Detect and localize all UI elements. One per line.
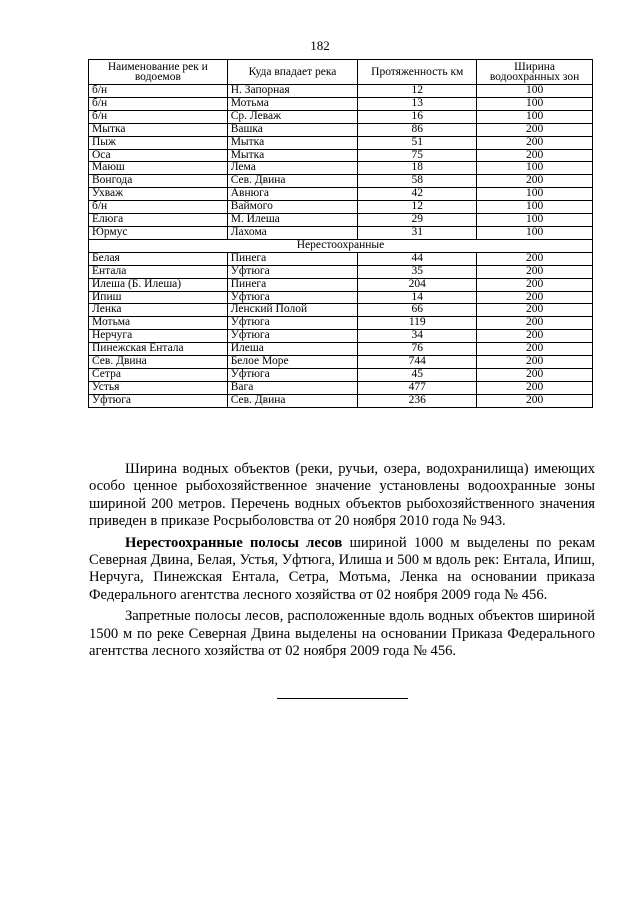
- cell-length: 51: [358, 136, 477, 149]
- rivers-table: [88, 59, 593, 408]
- cell-length: 12: [358, 201, 477, 214]
- cell-name: Ленка: [89, 304, 228, 317]
- paragraph-1: Ширина водных объектов (реки, ручьи, озера, водохранилища) имеющих особо ценное рыбохозяйственное значение установлены водоохранные зоны шириной 200 метров. Перечень водных объектов рыбохозяйственного значения приведен в приказе Росрыболовства от 20 ноября 2010 года № 943.: [89, 461, 595, 530]
- cell-mouth: Белое Море: [227, 356, 358, 369]
- cell-name: Мотьма: [89, 317, 228, 330]
- table-row: [89, 97, 593, 110]
- cell-name: Маюш: [89, 162, 228, 175]
- cell-name: б/н: [89, 110, 228, 123]
- table-row: [89, 136, 593, 149]
- cell-mouth: Мытка: [227, 136, 358, 149]
- paragraph-2-bold: Нерестоохранные полосы лесов: [125, 534, 343, 551]
- cell-length: 31: [358, 226, 477, 239]
- cell-name: Оса: [89, 149, 228, 162]
- table-row: [89, 214, 593, 227]
- cell-mouth: Пинега: [227, 278, 358, 291]
- cell-name: Ипиш: [89, 291, 228, 304]
- cell-mouth: Ваймого: [227, 201, 358, 214]
- cell-zone-width: 200: [477, 356, 593, 369]
- table-row: [89, 226, 593, 239]
- table-row: [89, 304, 593, 317]
- cell-zone-width: 200: [477, 343, 593, 356]
- cell-mouth: Лахома: [227, 226, 358, 239]
- cell-name: Пинежская Ентала: [89, 343, 228, 356]
- paragraph-2-rest: шириной 1000 м выделены по рекам Северная Двина, Белая, Устья, Уфтюга, Илиша и 500 м вдоль рек: Ентала, Ипиш, Нерчуга, Пинежская Ентала, Сетра, Мотьма, Ленка на основании приказа Федерального агентства лесного хозяйства от 02 ноября 2009 года № 456.: [89, 534, 595, 603]
- cell-length: 44: [358, 252, 477, 265]
- table-row: [89, 343, 593, 356]
- header-zone-width: Ширина водоохранных зон: [477, 60, 593, 85]
- table-header-row: [89, 60, 593, 85]
- cell-length: 477: [358, 381, 477, 394]
- cell-mouth: Илеша: [227, 343, 358, 356]
- cell-zone-width: 100: [477, 97, 593, 110]
- cell-length: 66: [358, 304, 477, 317]
- cell-length: 236: [358, 394, 477, 407]
- cell-name: Мытка: [89, 123, 228, 136]
- cell-name: Юрмус: [89, 226, 228, 239]
- table-row: [89, 188, 593, 201]
- cell-zone-width: 200: [477, 368, 593, 381]
- table-row: [89, 252, 593, 265]
- cell-zone-width: 100: [477, 85, 593, 98]
- table-row: [89, 265, 593, 278]
- cell-length: 13: [358, 97, 477, 110]
- cell-mouth: Сев. Двина: [227, 394, 358, 407]
- cell-mouth: Мытка: [227, 149, 358, 162]
- cell-length: 58: [358, 175, 477, 188]
- cell-mouth: Ленский Полой: [227, 304, 358, 317]
- table-row: [89, 368, 593, 381]
- cell-mouth: Мотьма: [227, 97, 358, 110]
- cell-mouth: Уфтюга: [227, 368, 358, 381]
- cell-zone-width: 100: [477, 110, 593, 123]
- cell-name: Сев. Двина: [89, 356, 228, 369]
- section-label: Нерестоохранные: [89, 239, 593, 252]
- cell-mouth: Лема: [227, 162, 358, 175]
- cell-mouth: Авнюга: [227, 188, 358, 201]
- table-row: [89, 317, 593, 330]
- cell-zone-width: 200: [477, 330, 593, 343]
- cell-mouth: Уфтюга: [227, 330, 358, 343]
- cell-length: 35: [358, 265, 477, 278]
- cell-zone-width: 100: [477, 226, 593, 239]
- body-text: [89, 461, 595, 664]
- cell-zone-width: 100: [477, 214, 593, 227]
- paragraph-2: [89, 535, 595, 605]
- cell-length: 12: [358, 85, 477, 98]
- cell-name: б/н: [89, 201, 228, 214]
- cell-length: 14: [358, 291, 477, 304]
- cell-length: 34: [358, 330, 477, 343]
- table-row: [89, 201, 593, 214]
- cell-length: 744: [358, 356, 477, 369]
- cell-length: 75: [358, 149, 477, 162]
- cell-length: 119: [358, 317, 477, 330]
- table-row: [89, 394, 593, 407]
- cell-length: 76: [358, 343, 477, 356]
- cell-zone-width: 200: [477, 123, 593, 136]
- cell-zone-width: 200: [477, 136, 593, 149]
- cell-name: Пыж: [89, 136, 228, 149]
- header-name: Наименование рек и водоемов: [89, 60, 228, 85]
- cell-length: 86: [358, 123, 477, 136]
- cell-zone-width: 100: [477, 188, 593, 201]
- cell-mouth: Пинега: [227, 252, 358, 265]
- cell-zone-width: 200: [477, 394, 593, 407]
- header-length: Протяженность км: [358, 60, 477, 85]
- cell-name: Вонгода: [89, 175, 228, 188]
- cell-mouth: Уфтюга: [227, 317, 358, 330]
- cell-zone-width: 200: [477, 291, 593, 304]
- cell-name: Устья: [89, 381, 228, 394]
- table-row: [89, 175, 593, 188]
- cell-mouth: Уфтюга: [227, 265, 358, 278]
- cell-length: 45: [358, 368, 477, 381]
- cell-length: 42: [358, 188, 477, 201]
- paragraph-3: Запретные полосы лесов, расположенные вдоль водных объектов шириной 1500 м по реке Северная Двина выделены на основании Приказа Федерального агентства лесного хозяйства от 02 ноября 2009 года № 456.: [89, 608, 595, 660]
- cell-name: Илеша (Б. Илеша): [89, 278, 228, 291]
- cell-length: 29: [358, 214, 477, 227]
- cell-mouth: Вашка: [227, 123, 358, 136]
- cell-zone-width: 200: [477, 317, 593, 330]
- table-row: [89, 330, 593, 343]
- section-row: [89, 239, 593, 252]
- cell-name: Сетра: [89, 368, 228, 381]
- cell-zone-width: 200: [477, 278, 593, 291]
- table-row: [89, 278, 593, 291]
- table-row: [89, 149, 593, 162]
- table-row: [89, 291, 593, 304]
- page-number: 182: [310, 38, 330, 53]
- cell-name: Белая: [89, 252, 228, 265]
- table-row: [89, 123, 593, 136]
- cell-zone-width: 200: [477, 252, 593, 265]
- cell-length: 18: [358, 162, 477, 175]
- table-row: [89, 356, 593, 369]
- cell-mouth: М. Илеша: [227, 214, 358, 227]
- cell-mouth: Н. Запорная: [227, 85, 358, 98]
- cell-mouth: Сев. Двина: [227, 175, 358, 188]
- cell-name: Ухваж: [89, 188, 228, 201]
- cell-mouth: Ср. Леваж: [227, 110, 358, 123]
- cell-zone-width: 200: [477, 175, 593, 188]
- table-row: [89, 85, 593, 98]
- cell-mouth: Вага: [227, 381, 358, 394]
- table-row: [89, 381, 593, 394]
- cell-name: б/н: [89, 85, 228, 98]
- cell-length: 16: [358, 110, 477, 123]
- cell-name: б/н: [89, 97, 228, 110]
- closing-rule: [277, 698, 408, 699]
- cell-zone-width: 200: [477, 265, 593, 278]
- table-row: [89, 110, 593, 123]
- cell-name: Елюга: [89, 214, 228, 227]
- cell-name: Уфтюга: [89, 394, 228, 407]
- header-mouth: Куда впадает река: [227, 60, 358, 85]
- cell-zone-width: 200: [477, 149, 593, 162]
- cell-zone-width: 100: [477, 162, 593, 175]
- cell-length: 204: [358, 278, 477, 291]
- table-row: [89, 162, 593, 175]
- cell-zone-width: 200: [477, 304, 593, 317]
- cell-mouth: Уфтюга: [227, 291, 358, 304]
- cell-name: Ентала: [89, 265, 228, 278]
- cell-zone-width: 100: [477, 201, 593, 214]
- cell-zone-width: 200: [477, 381, 593, 394]
- cell-name: Нерчуга: [89, 330, 228, 343]
